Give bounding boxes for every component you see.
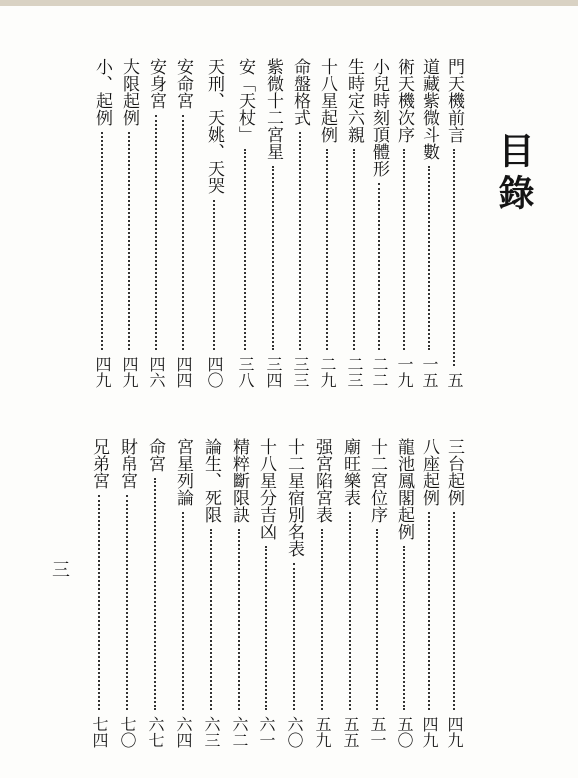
toc-entry: 十八星分吉凶 六一 bbox=[256, 438, 276, 748]
page-number: 三 bbox=[49, 560, 70, 578]
toc-entry: 十八星起例 二九 bbox=[317, 58, 337, 388]
toc-entry: 宮星列論 六四 bbox=[173, 438, 193, 748]
toc-entry: 道藏紫微斗數 一五 bbox=[419, 58, 439, 388]
toc-entry: 天刑、天姚、天哭 四〇 bbox=[204, 58, 224, 388]
toc-entry: 命盤格式 三三 bbox=[290, 58, 310, 388]
toc-entry: 小、起例 四九 bbox=[92, 58, 112, 388]
toc-entry: 廟旺樂表 五五 bbox=[340, 438, 360, 748]
toc-entry: 紫微十二宮星 三四 bbox=[263, 58, 283, 388]
toc-entry: 兄弟宮 七四 bbox=[89, 438, 109, 748]
toc-entry: 財帛宮 七〇 bbox=[117, 438, 137, 748]
toc-entry: 三台起例 四九 bbox=[444, 438, 464, 748]
toc-entry: 精粹斷限訣 六二 bbox=[229, 438, 249, 748]
toc-entry: 命宮 六七 bbox=[145, 438, 165, 748]
toc-entry: 八座起例 四九 bbox=[419, 438, 439, 748]
toc-entry: 生時定六親 二三 bbox=[344, 58, 364, 388]
toc-entry: 門天機前言 五 bbox=[444, 58, 464, 388]
toc-entry: 龍池鳳閣起例 五〇 bbox=[394, 438, 414, 748]
toc-entry: 論生、死限 六三 bbox=[201, 438, 221, 748]
toc-entry: 十二星宿別名表 六〇 bbox=[284, 438, 304, 748]
toc-entry: 十二宮位序 五一 bbox=[367, 438, 387, 748]
toc-entry: 安命宮 四四 bbox=[173, 58, 193, 388]
toc-entry: 術天機次序 一九 bbox=[394, 58, 414, 388]
toc-entry: 强宮陷宮表 五九 bbox=[312, 438, 332, 748]
toc-entry: 安「天杖」 三八 bbox=[235, 58, 255, 388]
page-top-edge bbox=[0, 0, 578, 6]
toc-entry: 大限起例 四九 bbox=[119, 58, 139, 388]
toc-entry: 小兒時刻頂體形 二二 bbox=[369, 58, 389, 388]
toc-entry: 安身宮 四六 bbox=[146, 58, 166, 388]
page-title: 目錄 bbox=[493, 132, 535, 216]
